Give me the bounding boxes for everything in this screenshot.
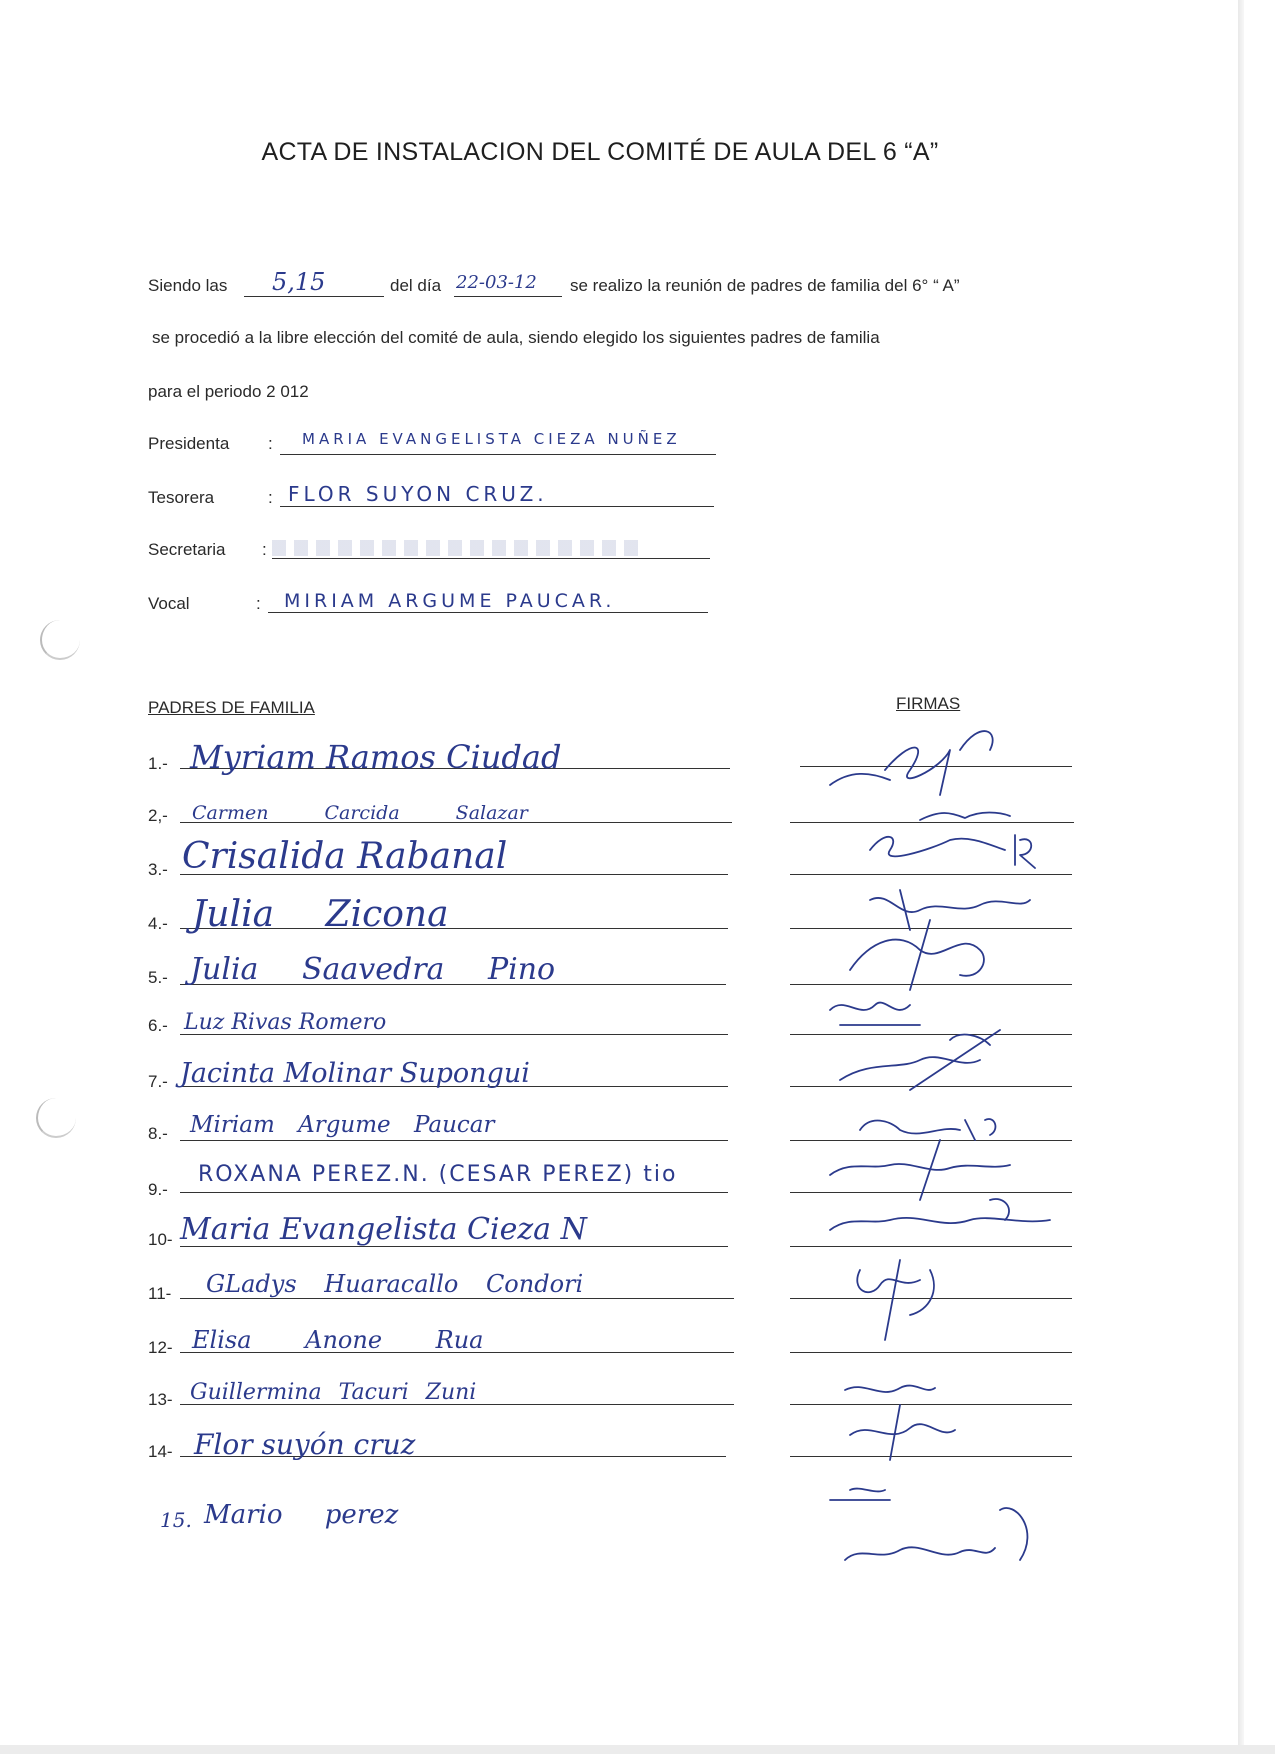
- parent-name: Myriam Ramos Ciudad: [190, 738, 562, 776]
- colon: :: [268, 488, 273, 507]
- vocal-name: MIRIAM ARGUME PAUCAR.: [284, 590, 616, 612]
- parent-name: Guillermina Tacuri Zuni: [190, 1380, 477, 1405]
- parent-name: Elisa Anone Rua: [192, 1326, 484, 1354]
- parent-name: Luz Rivas Romero: [184, 1010, 387, 1035]
- signature-7: [840, 1030, 1000, 1090]
- time-handwritten: 5,15: [272, 268, 326, 296]
- tesorera-line: [280, 506, 714, 507]
- row-number: 11-: [148, 1284, 172, 1303]
- row-number: 7.-: [148, 1072, 168, 1091]
- row-number: 14-: [148, 1442, 173, 1461]
- colon: :: [268, 434, 273, 453]
- row-number: 8.-: [148, 1124, 168, 1143]
- row-number: 5.-: [148, 968, 168, 987]
- role-tesorera: Tesorera: [148, 488, 215, 507]
- parent-name: Julia Zicona: [192, 894, 449, 935]
- parent-name: Miriam Argume Paucar: [190, 1112, 495, 1138]
- signature-10: [830, 1199, 1050, 1230]
- row-number: 13-: [148, 1390, 173, 1409]
- signature-4: [870, 890, 1030, 930]
- document-title: ACTA DE INSTALACION DEL COMITÉ DE AULA DEL 6 “A”: [261, 138, 939, 166]
- punch-hole-bottom: [36, 1098, 76, 1138]
- row-number: 15.: [160, 1508, 192, 1532]
- row-number: 10-: [148, 1230, 173, 1249]
- presidenta-name: MARIA EVANGELISTA CIEZA NUÑEZ: [302, 430, 681, 448]
- signature-12: [845, 1386, 935, 1392]
- row-number: 2,-: [148, 806, 168, 825]
- signature-15: [845, 1508, 1027, 1560]
- row-number: 12-: [148, 1338, 173, 1357]
- signature-3: [870, 835, 1035, 868]
- page-edge-bottom: [0, 1745, 1275, 1754]
- parent-name: Mario perez: [204, 1500, 399, 1530]
- time-line: [244, 296, 384, 297]
- row-number: 4.-: [148, 914, 168, 933]
- presidenta-line: [280, 454, 716, 455]
- row-number: 3.-: [148, 860, 168, 879]
- parent-name: Julia Saavedra Pino: [190, 952, 556, 987]
- row-number: 1.-: [148, 754, 168, 773]
- tesorera-name: FLOR SUYON CRUZ.: [288, 482, 548, 506]
- firmas-header: FIRMAS: [896, 694, 961, 713]
- role-vocal: Vocal: [148, 594, 190, 613]
- parent-name: Flor suyón cruz: [194, 1428, 416, 1461]
- intro-siendo-label: Siendo las: [148, 276, 228, 295]
- name-line: [180, 1140, 728, 1141]
- date-line: [454, 296, 562, 297]
- signature-14: [830, 1489, 890, 1500]
- signatures-column: [790, 700, 1090, 1580]
- intro-line-2: se procedió a la libre elección del comité de aula, siendo elegido los siguientes padres de familia: [152, 328, 880, 347]
- signature-11: [857, 1260, 934, 1340]
- name-line: [180, 1192, 728, 1193]
- signature-6: [830, 1003, 920, 1025]
- parent-name: Carmen Carcida Salazar: [192, 802, 528, 824]
- signature-1: [830, 731, 993, 795]
- signature-13: [850, 1405, 955, 1460]
- parent-name: Jacinta Molinar Supongui: [180, 1058, 530, 1089]
- intro-line-3: para el periodo 2 012: [148, 382, 309, 401]
- row-number: 9.-: [148, 1180, 168, 1199]
- punch-hole-top: [40, 620, 80, 660]
- colon: :: [256, 594, 261, 613]
- page-edge-right: [1238, 0, 1244, 1754]
- parent-name: ROXANA PEREZ.N. (CESAR PEREZ) tio: [198, 1162, 678, 1187]
- role-secretaria: Secretaria: [148, 540, 226, 559]
- role-presidenta: Presidenta: [148, 434, 230, 453]
- padres-header: PADRES DE FAMILIA: [148, 698, 315, 717]
- intro-reunion-text: se realizo la reunión de padres de familia del 6° “ A”: [570, 276, 960, 295]
- signature-8: [860, 1119, 995, 1140]
- row-number: 6.-: [148, 1016, 168, 1035]
- signature-9: [830, 1140, 1010, 1200]
- parent-name: GLadys Huaracallo Condori: [206, 1270, 584, 1298]
- secretaria-redacted: [272, 540, 642, 556]
- secretaria-line: [272, 558, 710, 559]
- parent-name: Maria Evangelista Cieza N: [180, 1212, 587, 1247]
- intro-dia-label: del día: [390, 276, 442, 295]
- colon: :: [262, 540, 267, 559]
- signature-2: [920, 813, 1010, 821]
- vocal-line: [268, 612, 708, 613]
- parent-name: Crisalida Rabanal: [182, 836, 508, 877]
- date-handwritten: 22-03-12: [456, 272, 537, 293]
- name-line: [180, 1298, 734, 1299]
- signature-5: [850, 920, 984, 990]
